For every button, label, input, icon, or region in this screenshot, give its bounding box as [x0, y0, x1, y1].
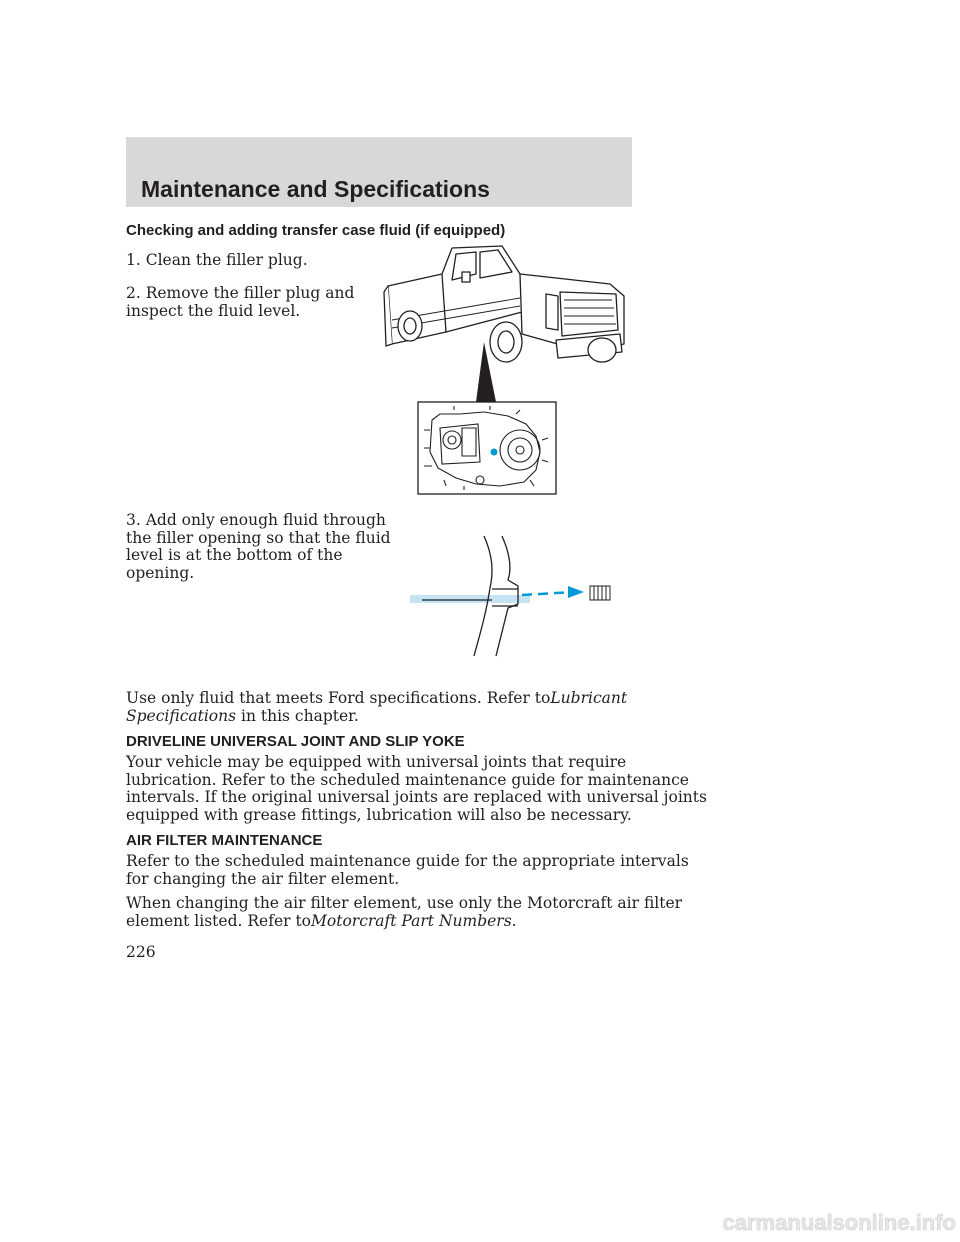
- truck-transfer-case-illustration: [380, 234, 636, 496]
- site-watermark-logo: [646, 1208, 958, 1238]
- filler-opening-illustration: [408, 534, 614, 660]
- step-2: 2. Remove the filler plug and inspect the fluid level.: [126, 284, 355, 320]
- air-filter-heading: AIR FILTER MAINTENANCE: [126, 832, 323, 849]
- air-filter-paragraph-1: Refer to the scheduled maintenance guide for the appropriate intervals for changing the air filter element.: [126, 852, 689, 888]
- driveline-heading: DRIVELINE UNIVERSAL JOINT AND SLIP YOKE: [126, 733, 465, 750]
- step-1: 1. Clean the filler plug.: [126, 251, 308, 269]
- page-number: 226: [126, 943, 156, 961]
- transfer-case-heading: Checking and adding transfer case fluid (if equipped): [126, 222, 506, 239]
- page-section-title: Maintenance and Specifications: [141, 176, 490, 202]
- svg-text:carmanualsonline.info: carmanualsonline.info: [722, 1210, 956, 1235]
- air-filter-paragraph-2: When changing the air filter element, use only the Motorcraft air filter element listed. Refer toMotorcraft Part Numbers.: [126, 894, 683, 930]
- fluid-spec-note: Use only fluid that meets Ford specifications. Refer toLubricant Specifications in this chapter.: [126, 689, 628, 725]
- step-3: 3. Add only enough fluid through the filler opening so that the fluid level is at the bottom of the opening.: [126, 511, 391, 582]
- driveline-paragraph: Your vehicle may be equipped with universal joints that require lubrication. Refer to the scheduled maintenance guide for maintenance intervals. If the original universal joints are replaced with universal joints equipped with grease fittings, lubrication will also be necessary.: [126, 753, 707, 824]
